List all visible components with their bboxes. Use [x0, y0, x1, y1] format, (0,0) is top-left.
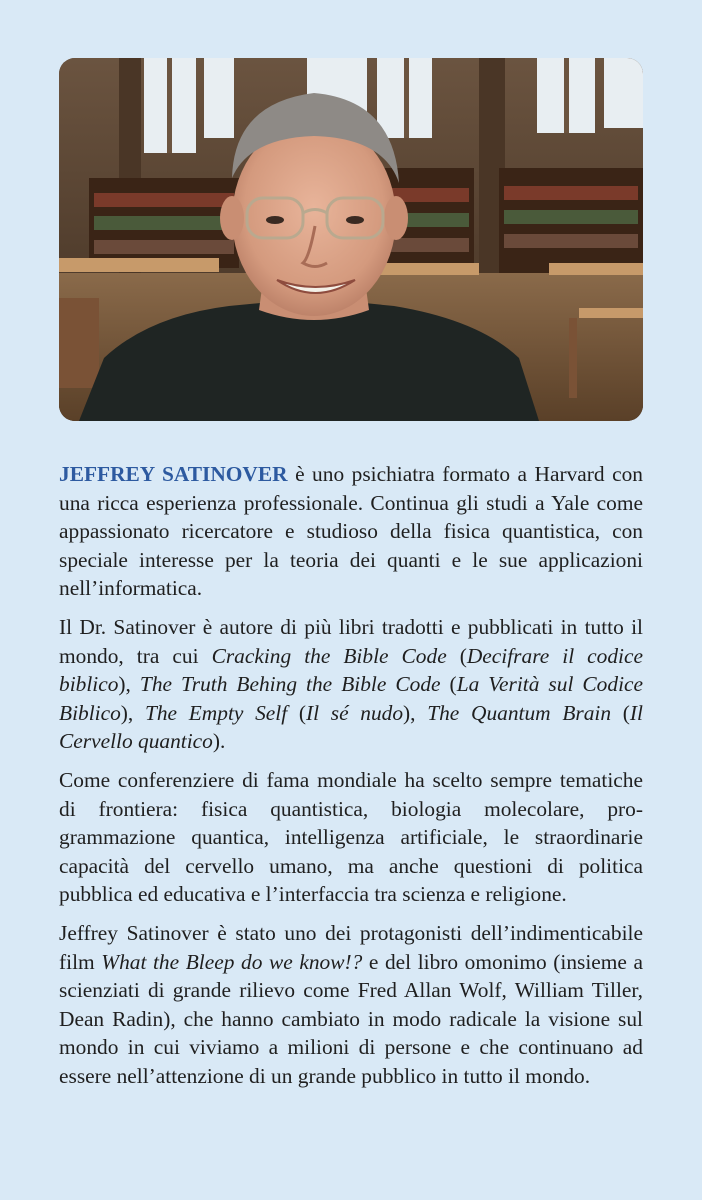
bio-p4-text-1: Jeffrey Satinover è stato uno dei protagonisti dell’indimenticabile film	[59, 920, 643, 974]
film-title: What the Bleep do we know!?	[101, 949, 363, 974]
author-photo	[59, 58, 643, 421]
book-title-3: The Empty Self	[144, 700, 288, 725]
bio-p2-text-8: (	[611, 700, 630, 725]
author-bio	[59, 460, 643, 1100]
author-name: JEFFREY SATINOVER	[59, 462, 288, 486]
bio-p1-text: è uno psichiatra formato a Harvard con una ricca esperienza professionale. Continua gli studi a Yale come appassionato ricercatore e studioso della fisica quantistica, con speciale interesse per la teoria dei quanti e le sue applicazioni nell’informatica.	[59, 462, 643, 601]
bio-p2-text-3: ),	[118, 672, 140, 697]
book-title-2-italian: La Verità sul Codice Biblico	[59, 672, 643, 725]
bio-paragraph-4	[59, 919, 643, 1091]
bio-p4-text-2: e del libro omonimo (insieme a scienziati di grande rilievo come Fred Allan Wolf, William Tiller, Dean Radin), che hanno cambiato in modo radicale la visione sul mondo in cui viviamo a milioni di persone e che continuano ad essere nell’attenzione di un grande pubblico in tutto il mondo.	[59, 949, 644, 1088]
bio-p2-text-4: (	[440, 672, 457, 697]
bio-paragraph-2	[59, 613, 643, 756]
book-title-1-italian: Decifrare il codice biblico	[59, 643, 643, 697]
book-title-2: The Truth Behing the Bible Code	[139, 672, 441, 697]
book-title-4-italian: Il Cervello quantico	[59, 700, 643, 754]
bio-paragraph-1	[59, 460, 643, 603]
book-title-3-italian: Il sé nudo	[305, 700, 404, 725]
bio-paragraph-3: Come conferenziere di fama mondiale ha scelto sempre tematiche di frontiera: fisica quantistica, biologia molecolare, programmazione quantica, intelligenza artificiale, le straordinarie capacità del cervello umano, ma anche questioni di politica pubblica ed educativa e l’interfaccia tra scienza e religione.	[59, 767, 643, 907]
book-title-4: The Quantum Brain	[427, 700, 612, 725]
bio-p2-text-7: ),	[403, 700, 428, 725]
bio-p2-text-5: ),	[120, 700, 145, 725]
author-photo-illustration	[59, 58, 643, 421]
bio-p2-text-9: ).	[212, 729, 226, 754]
bio-p2-text-2: (	[446, 643, 467, 668]
bio-p2-text-6: (	[287, 700, 306, 725]
bio-p2-text-1: Il Dr. Satinover è autore di più libri tradotti e pubblicati in tutto il mondo, tra cui	[59, 614, 643, 668]
book-title-1: Cracking the Bible Code	[211, 643, 447, 668]
